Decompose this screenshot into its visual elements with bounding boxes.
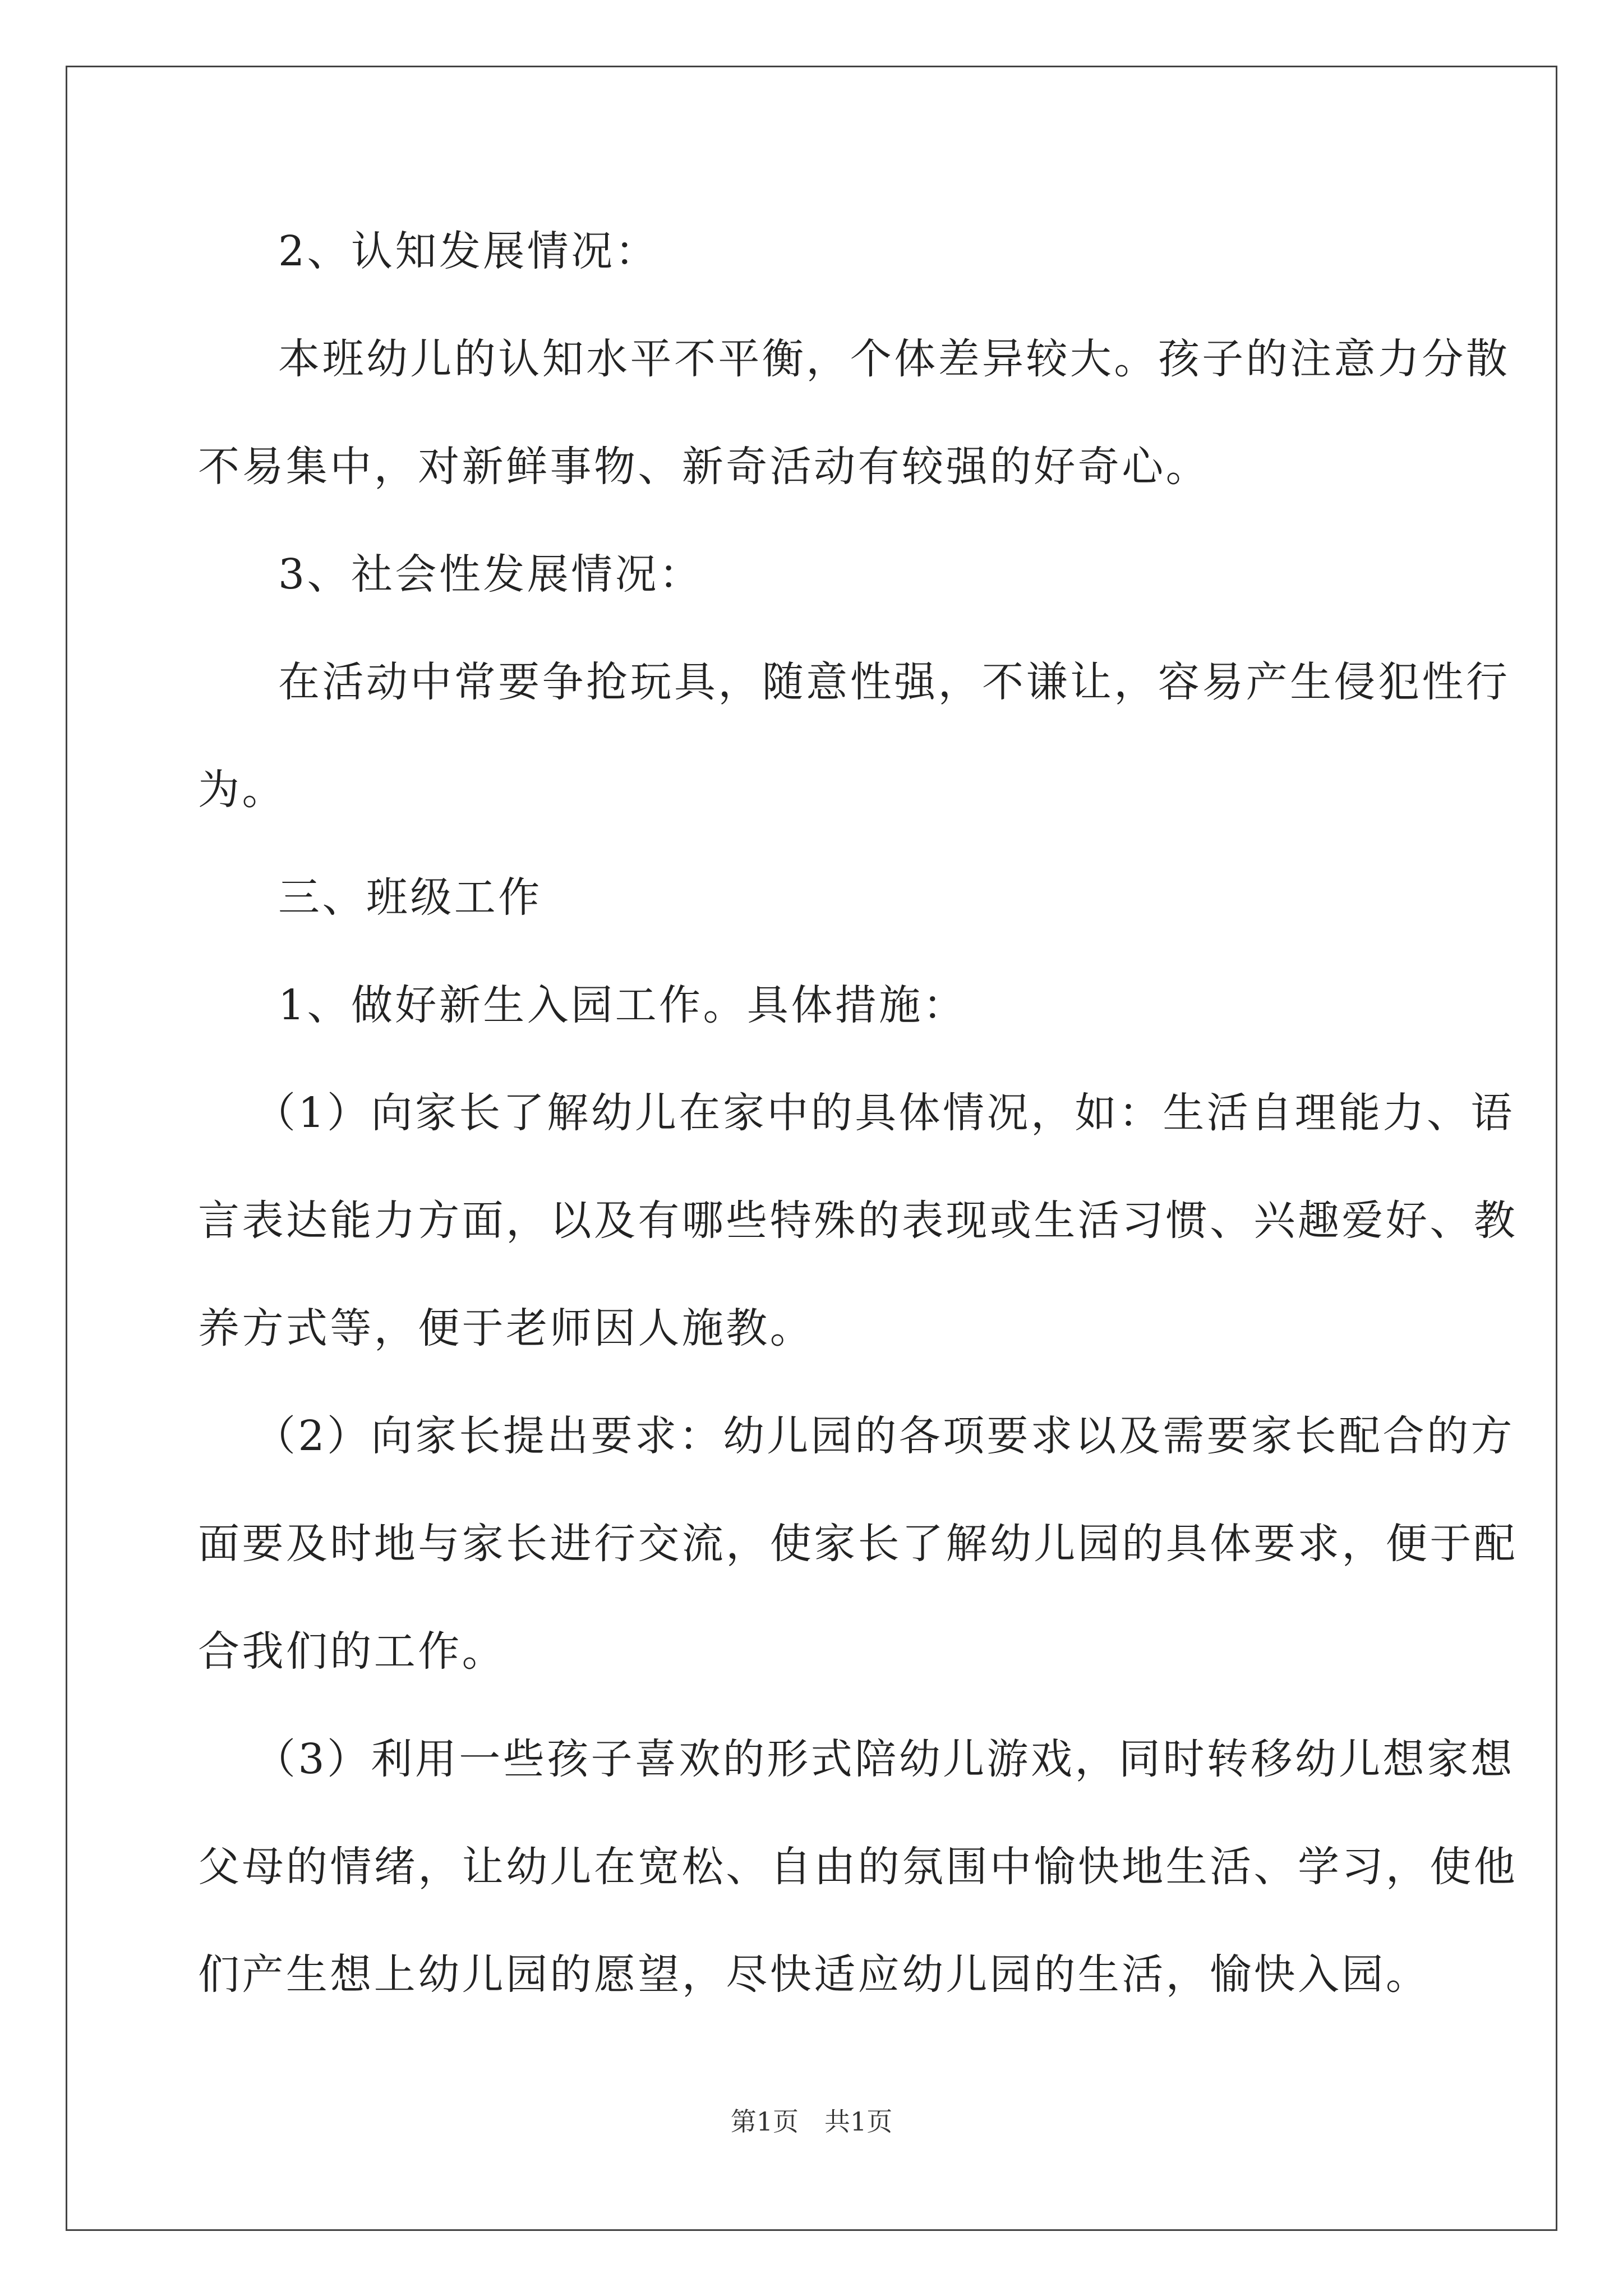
page-border — [66, 66, 1557, 2231]
heading-social-development: 3、社会性发展情况： — [278, 550, 703, 599]
heading-cognitive-development: 2、认知发展情况： — [278, 227, 660, 275]
paragraph-line: 们产生想上幼儿园的愿望，尽快适应幼儿园的生活，愉快入园。 — [198, 1950, 1430, 1999]
paragraph-line: 本班幼儿的认知水平不平衡，个体差异较大。孩子的注意力分散 — [278, 335, 1510, 383]
page-number-footer: 第1页 共1页 — [730, 2106, 893, 2137]
paragraph-line: 养方式等，便于老师因人施教。 — [198, 1304, 814, 1352]
paragraph-line: 为。 — [198, 766, 286, 814]
list-item-line: （1）向家长了解幼儿在家中的具体情况，如：生活自理能力、语 — [254, 1089, 1515, 1137]
paragraph-line: 言表达能力方面，以及有哪些特殊的表现或生活习惯、兴趣爱好、教 — [198, 1197, 1518, 1245]
paragraph-line: 父母的情绪，让幼儿在宽松、自由的氛围中愉快地生活、学习，使他 — [198, 1843, 1518, 1891]
list-item-line: （2）向家长提出要求：幼儿园的各项要求以及需要家长配合的方 — [254, 1412, 1515, 1460]
paragraph-line: 面要及时地与家长进行交流，使家长了解幼儿园的具体要求，便于配 — [198, 1520, 1518, 1568]
heading-new-student-enrollment: 1、做好新生入园工作。具体措施： — [278, 981, 967, 1029]
paragraph-line: 不易集中，对新鲜事物、新奇活动有较强的好奇心。 — [198, 443, 1210, 491]
list-item-line: （3）利用一些孩子喜欢的形式陪幼儿游戏，同时转移幼儿想家想 — [254, 1735, 1515, 1783]
paragraph-line: 在活动中常要争抢玩具，随意性强，不谦让，容易产生侵犯性行 — [278, 658, 1510, 706]
paragraph-line: 合我们的工作。 — [198, 1627, 506, 1676]
heading-class-work: 三、班级工作 — [278, 873, 542, 922]
